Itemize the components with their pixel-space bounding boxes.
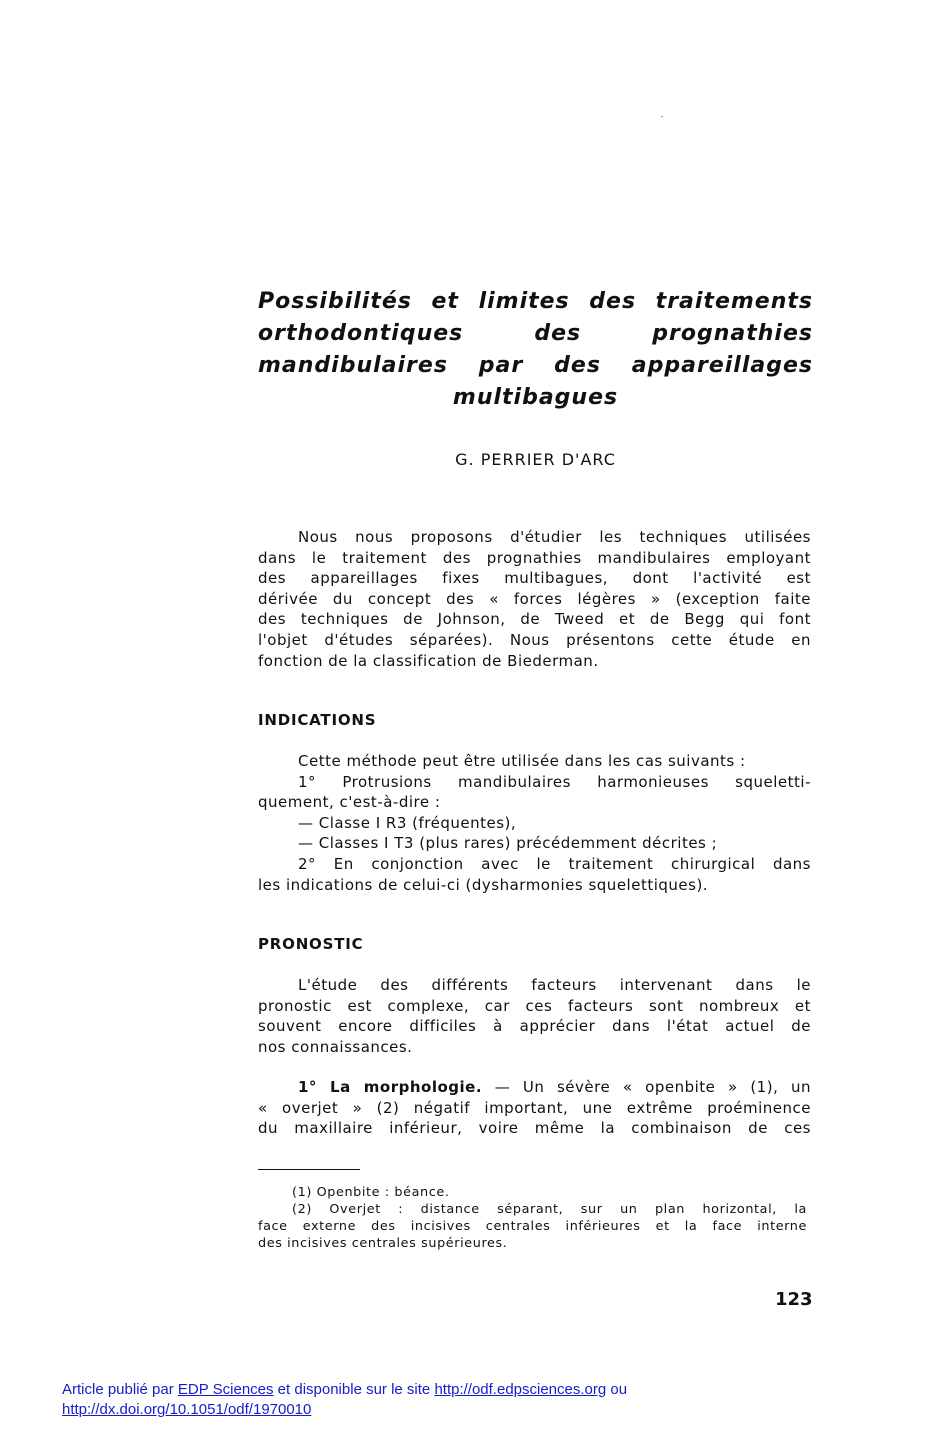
publisher-note-prefix: Article publié par (62, 1381, 178, 1398)
indications-line: Cette méthode peut être utilisée dans les cas suivants : (298, 752, 746, 770)
morphology-line: « overjet » (2) négatif important, une extrême proéminence (258, 1098, 811, 1117)
footnote-2-cont: face externe des incisives centrales inférieures et la face interne (258, 1219, 807, 1234)
footnote-2-cont: des incisives centrales supérieures. (258, 1236, 508, 1251)
indications-line: quement, c'est-à-dire : (258, 793, 441, 812)
publisher-note-suffix: ou (606, 1381, 628, 1398)
site-link[interactable]: http://odf.edpsciences.org (434, 1381, 607, 1398)
abstract-line: des techniques de Johnson, de Tweed et de Begg qui font (258, 610, 811, 629)
abstract-paragraph (258, 527, 811, 671)
morphology-text: — Un sévère « openbite » (1), un (482, 1078, 811, 1096)
footnotes (258, 1184, 807, 1252)
publisher-note (62, 1380, 882, 1420)
footnote-2: (2) Overjet : distance séparant, sur un plan horizontal, la (292, 1202, 807, 1217)
pronostic-paragraph (258, 975, 811, 1057)
abstract-line: fonction de la classification de Biederman. (258, 651, 599, 670)
pronostic-line: L'étude des différents facteurs intervenant dans le (298, 976, 811, 994)
indications-line: — Classe I R3 (fréquentes), (298, 813, 517, 832)
footnote-1: (1) Openbite : béance. (292, 1185, 450, 1200)
abstract-line: des appareillages fixes multibagues, dont l'activité est (258, 569, 811, 588)
morphology-line: du maxillaire inférieur, voire même la combinaison de ces (258, 1119, 811, 1138)
morphology-paragraph (258, 1077, 811, 1139)
abstract-line: l'objet d'études séparées). Nous présentons cette étude en (258, 630, 811, 649)
publisher-note-middle: et disponible sur le site (273, 1381, 435, 1398)
article-title (258, 286, 813, 414)
author-name: G. PERRIER D'ARC (455, 450, 616, 469)
indications-paragraph (258, 751, 811, 895)
indications-heading: INDICATIONS (258, 711, 377, 729)
publisher-link[interactable]: EDP Sciences (177, 1381, 274, 1398)
indications-line: 2° En conjonction avec le traitement chirurgical dans (298, 854, 811, 873)
title-line-4: multibagues (452, 385, 619, 410)
abstract-line: dérivée du concept des « forces légères » (exception faite (258, 589, 811, 608)
pronostic-heading: PRONOSTIC (258, 935, 364, 953)
morphology-label: 1° La morphologie. (298, 1078, 483, 1096)
scan-speck (661, 116, 663, 117)
abstract-line: dans le traitement des prognathies mandibulaires employant (258, 548, 811, 567)
title-line-1: Possibilités et limites des traitements (258, 289, 813, 314)
doi-link[interactable]: http://dx.doi.org/10.1051/odf/1970010 (62, 1401, 312, 1418)
morphology-line (258, 1077, 811, 1098)
indications-line: — Classes I T3 (plus rares) précédemment décrites ; (298, 834, 718, 853)
pronostic-line: souvent encore difficiles à apprécier dans l'état actuel de (258, 1017, 811, 1036)
pronostic-line: nos connaissances. (258, 1037, 413, 1056)
abstract-line: Nous nous proposons d'étudier les techniques utilisées (298, 528, 811, 546)
title-line-2: orthodontiques des prognathies (258, 321, 813, 346)
title-line-3: mandibulaires par des appareillages (258, 353, 813, 378)
page-number: 123 (775, 1289, 813, 1310)
pronostic-line: pronostic est complexe, car ces facteurs sont nombreux et (258, 996, 811, 1015)
indications-line: 1° Protrusions mandibulaires harmonieuses squeletti- (298, 772, 811, 791)
footnote-separator (258, 1169, 360, 1170)
indications-line: les indications de celui-ci (dysharmonies squelettiques). (258, 875, 709, 894)
